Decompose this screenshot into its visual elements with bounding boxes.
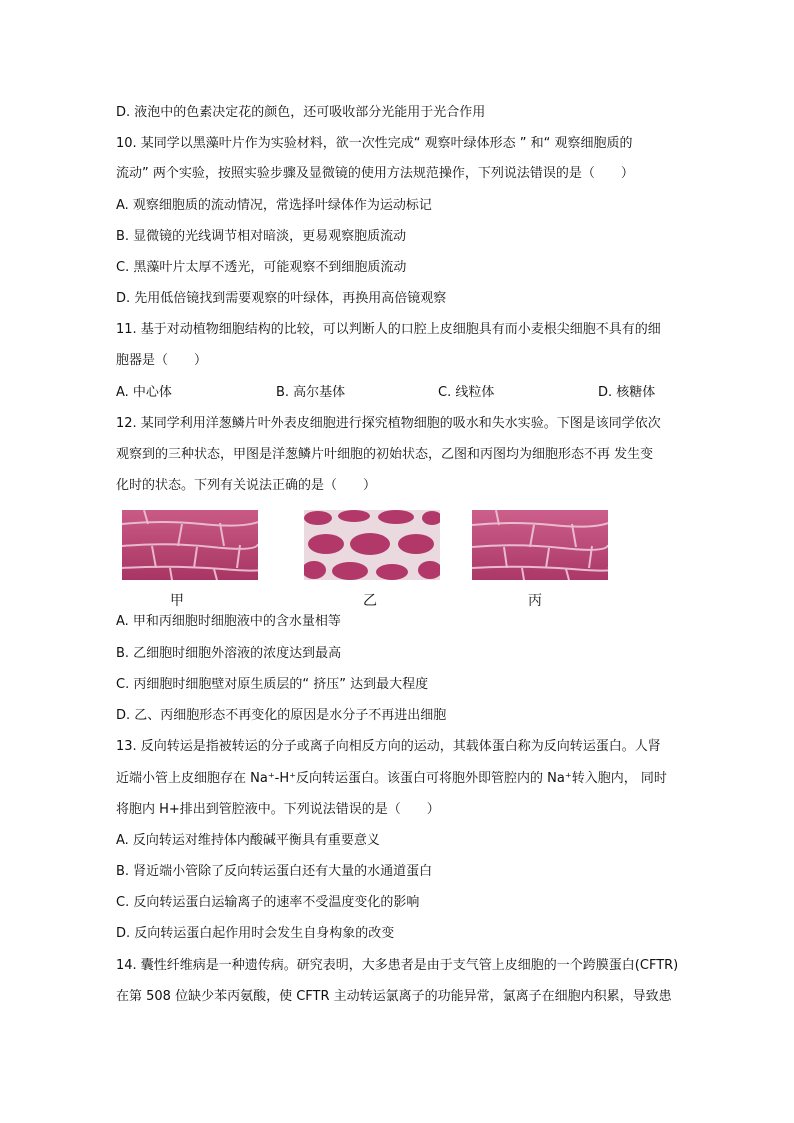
q10-stem-2: 流动” 两个实验，按照实验步骤及显微镜的使用方法规范操作，下列说法错误的是（ ） bbox=[116, 166, 634, 181]
q13-stem-2: 近端小管上皮细胞存在 Na⁺-H⁺反向转运蛋白。该蛋白可将胞外即管腔内的 Na⁺转入胞内， 同时 bbox=[116, 771, 667, 786]
q11-stem-1: 11. 基于对动植物细胞结构的比较，可以判断人的口腔上皮细胞具有而小麦根尖细胞不具有的细 bbox=[116, 322, 661, 337]
q10-option-a: A. 观察细胞质的流动情况，常选择叶绿体作为运动标记 bbox=[116, 198, 432, 213]
caption-jia: 甲 bbox=[170, 593, 184, 609]
q12-stem-1: 12. 某同学利用洋葱鳞片叶外表皮细胞进行探究植物细胞的吸水和失水实验。下图是该同学依次 bbox=[116, 416, 661, 431]
q11-option-d: D. 核糖体 bbox=[598, 385, 656, 400]
q13-stem-3: 将胞内 H+排出到管腔液中。下列说法错误的是（ ） bbox=[116, 802, 440, 817]
q13-stem-1: 13. 反向转运是指被转运的分子或离子向相反方向的运动，其载体蛋白称为反向转运蛋白。人肾 bbox=[116, 739, 661, 754]
q11-stem-2: 胞器是（ ） bbox=[116, 353, 208, 368]
q13-option-d: D. 反向转运蛋白起作用时会发生自身构象的改变 bbox=[116, 926, 395, 941]
q12-stem-2: 观察到的三种状态，甲图是洋葱鳞片叶细胞的初始状态，乙图和丙图均为细胞形态不再 发生变 bbox=[116, 447, 654, 462]
q10-stem-1: 10. 某同学以黑藻叶片作为实验材料，欲一次性完成“ 观察叶绿体形态 ” 和“ 观察细胞质的 bbox=[116, 136, 633, 151]
q13-option-c: C. 反向转运蛋白运输离子的速率不受温度变化的影响 bbox=[116, 895, 420, 910]
q12-option-c: C. 丙细胞时细胞壁对原生质层的“ 挤压” 达到最大程度 bbox=[116, 677, 429, 692]
micrograph-bing bbox=[472, 510, 608, 580]
q12-option-d: D. 乙、丙细胞形态不再变化的原因是水分子不再进出细胞 bbox=[116, 708, 447, 723]
q12-stem-3: 化时的状态。下列有关说法正确的是（ ） bbox=[116, 478, 377, 493]
q14-stem-2: 在第 508 位缺少苯丙氨酸，使 CFTR 主动转运氯离子的功能异常，氯离子在细胞内积累，导致患 bbox=[116, 989, 672, 1004]
caption-yi: 乙 bbox=[363, 593, 377, 609]
micrograph-yi bbox=[304, 510, 440, 580]
q11-option-b: B. 高尔基体 bbox=[276, 385, 346, 400]
q10-option-c: C. 黑藻叶片太厚不透光，可能观察不到细胞质流动 bbox=[116, 260, 407, 275]
q13-option-b: B. 肾近端小管除了反向转运蛋白还有大量的水通道蛋白 bbox=[116, 864, 433, 879]
q12-option-b: B. 乙细胞时细胞外溶液的浓度达到最高 bbox=[116, 646, 342, 661]
q13-option-a: A. 反向转运对维持体内酸碱平衡具有重要意义 bbox=[116, 833, 380, 848]
caption-bing: 丙 bbox=[528, 593, 542, 609]
q9-option-d: D. 液泡中的色素决定花的颜色，还可吸收部分光能用于光合作用 bbox=[116, 105, 486, 120]
q11-option-c: C. 线粒体 bbox=[438, 385, 495, 400]
q11-option-a: A. 中心体 bbox=[116, 385, 172, 400]
q10-option-b: B. 显微镜的光线调节相对暗淡，更易观察胞质流动 bbox=[116, 229, 407, 244]
micrograph-jia bbox=[122, 510, 258, 580]
q12-option-a: A. 甲和丙细胞时细胞液中的含水量相等 bbox=[116, 614, 341, 629]
q14-stem-1: 14. 囊性纤维病是一种遗传病。研究表明，大多患者是由于支气管上皮细胞的一个跨膜蛋白(CFTR) bbox=[116, 958, 679, 973]
q10-option-d: D. 先用低倍镜找到需要观察的叶绿体，再换用高倍镜观察 bbox=[116, 291, 447, 306]
q11-options bbox=[116, 385, 716, 401]
